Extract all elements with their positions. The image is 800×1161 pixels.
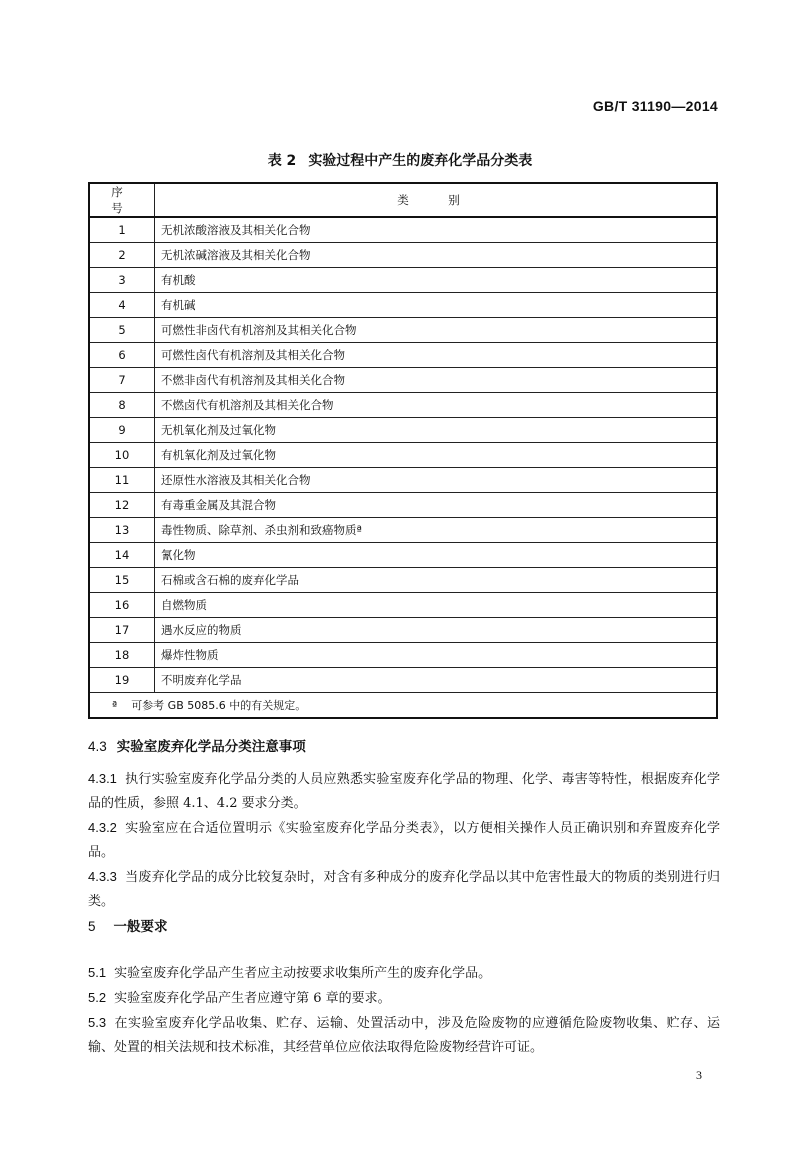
clause-text: 执行实验室废弃化学品分类的人员应熟悉实验室废弃化学品的物理、化学、毒害等特性，根据废弃化学品的性质，参照 4.1、4.2 要求分类。 — [88, 772, 720, 811]
section-4-3 — [88, 735, 720, 914]
row-category: 有毒重金属及其混合物 — [155, 493, 718, 518]
table-row — [89, 493, 717, 518]
clause-5-1 — [88, 961, 720, 986]
classification-table — [88, 182, 718, 719]
clause-number: 4.3.3 — [88, 869, 117, 884]
section-5-heading — [88, 915, 720, 939]
section-5 — [88, 915, 720, 1060]
row-category: 无机浓酸溶液及其相关化合物 — [155, 217, 718, 243]
row-category: 还原性水溶液及其相关化合物 — [155, 468, 718, 493]
row-category: 无机氧化剂及过氧化物 — [155, 418, 718, 443]
row-category: 不燃卤代有机溶剂及其相关化合物 — [155, 393, 718, 418]
row-category: 不明废弃化学品 — [155, 668, 718, 693]
row-number: 11 — [89, 468, 155, 493]
row-number: 12 — [89, 493, 155, 518]
section-title: 实验室废弃化学品分类注意事项 — [116, 739, 306, 755]
table-row — [89, 243, 717, 268]
footnote-text: 可参考 GB 5085.6 中的有关规定。 — [131, 699, 307, 712]
row-number: 1 — [89, 217, 155, 243]
section-4-3-heading — [88, 735, 720, 759]
clause-5-2 — [88, 986, 720, 1011]
table-row — [89, 443, 717, 468]
page-number: 3 — [696, 1068, 702, 1082]
row-category: 氰化物 — [155, 543, 718, 568]
section-number: 5 — [88, 919, 96, 934]
row-number: 13 — [89, 518, 155, 543]
table-row — [89, 343, 717, 368]
table-row — [89, 643, 717, 668]
table-footnote — [89, 693, 717, 719]
table-row — [89, 393, 717, 418]
section-number: 4.3 — [88, 739, 107, 754]
row-number: 18 — [89, 643, 155, 668]
row-category: 毒性物质、除草剂、杀虫剂和致癌物质ª — [155, 518, 718, 543]
clause-number: 4.3.1 — [88, 771, 117, 786]
footnote-mark: ª — [112, 699, 118, 712]
table-row — [89, 217, 717, 243]
clause-number: 5.1 — [88, 965, 107, 980]
section-title: 一般要求 — [113, 919, 168, 935]
table-row — [89, 293, 717, 318]
clause-5-3 — [88, 1011, 720, 1060]
row-category: 可燃性卤代有机溶剂及其相关化合物 — [155, 343, 718, 368]
row-number: 7 — [89, 368, 155, 393]
clause-number: 4.3.2 — [88, 820, 117, 835]
table-row — [89, 568, 717, 593]
clause-text: 当废弃化学品的成分比较复杂时，对含有多种成分的废弃化学品以其中危害性最大的物质的类别进行归类。 — [88, 870, 720, 909]
table-row — [89, 668, 717, 693]
clause-4-3-2 — [88, 816, 720, 865]
column-header-number: 序 号 — [89, 183, 155, 217]
table-row — [89, 418, 717, 443]
table-row — [89, 543, 717, 568]
table-number: 表 2 — [267, 153, 297, 169]
clause-number: 5.3 — [88, 1015, 107, 1030]
row-category: 有机碱 — [155, 293, 718, 318]
table-title — [0, 150, 800, 170]
row-category: 可燃性非卤代有机溶剂及其相关化合物 — [155, 318, 718, 343]
row-category: 遇水反应的物质 — [155, 618, 718, 643]
row-category: 石棉或含石棉的废弃化学品 — [155, 568, 718, 593]
row-number: 19 — [89, 668, 155, 693]
row-category: 自燃物质 — [155, 593, 718, 618]
row-number: 15 — [89, 568, 155, 593]
clause-4-3-3 — [88, 865, 720, 914]
table-row — [89, 318, 717, 343]
table-title-text: 实验过程中产生的废弃化学品分类表 — [308, 153, 533, 169]
row-number: 2 — [89, 243, 155, 268]
table-row — [89, 468, 717, 493]
row-number: 14 — [89, 543, 155, 568]
row-number: 10 — [89, 443, 155, 468]
row-category: 有机酸 — [155, 268, 718, 293]
row-number: 6 — [89, 343, 155, 368]
table-row — [89, 618, 717, 643]
clause-text: 在实验室废弃化学品收集、贮存、运输、处置活动中，涉及危险废物的应遵循危险废物收集、贮存、运输、处置的相关法规和技术标准，其经营单位应依法取得危险废物经营许可证。 — [88, 1016, 720, 1055]
table-row — [89, 268, 717, 293]
table-header-row — [89, 183, 717, 217]
table-row — [89, 593, 717, 618]
row-number: 17 — [89, 618, 155, 643]
row-category: 无机浓碱溶液及其相关化合物 — [155, 243, 718, 268]
row-number: 3 — [89, 268, 155, 293]
row-number: 8 — [89, 393, 155, 418]
row-number: 16 — [89, 593, 155, 618]
table-body — [89, 217, 717, 693]
row-category: 爆炸性物质 — [155, 643, 718, 668]
row-category: 有机氧化剂及过氧化物 — [155, 443, 718, 468]
column-header-category: 类 别 — [155, 183, 718, 217]
row-number: 4 — [89, 293, 155, 318]
row-number: 5 — [89, 318, 155, 343]
table-row — [89, 518, 717, 543]
row-category: 不燃非卤代有机溶剂及其相关化合物 — [155, 368, 718, 393]
clause-4-3-1 — [88, 767, 720, 816]
clause-text: 实验室应在合适位置明示《实验室废弃化学品分类表》，以方便相关操作人员正确识别和弃置废弃化学品。 — [88, 821, 720, 860]
table-row — [89, 368, 717, 393]
clause-text: 实验室废弃化学品产生者应遵守第 6 章的要求。 — [114, 991, 391, 1006]
clause-number: 5.2 — [88, 990, 107, 1005]
clause-text: 实验室废弃化学品产生者应主动按要求收集所产生的废弃化学品。 — [114, 966, 492, 981]
standard-code: GB/T 31190—2014 — [592, 98, 718, 114]
row-number: 9 — [89, 418, 155, 443]
